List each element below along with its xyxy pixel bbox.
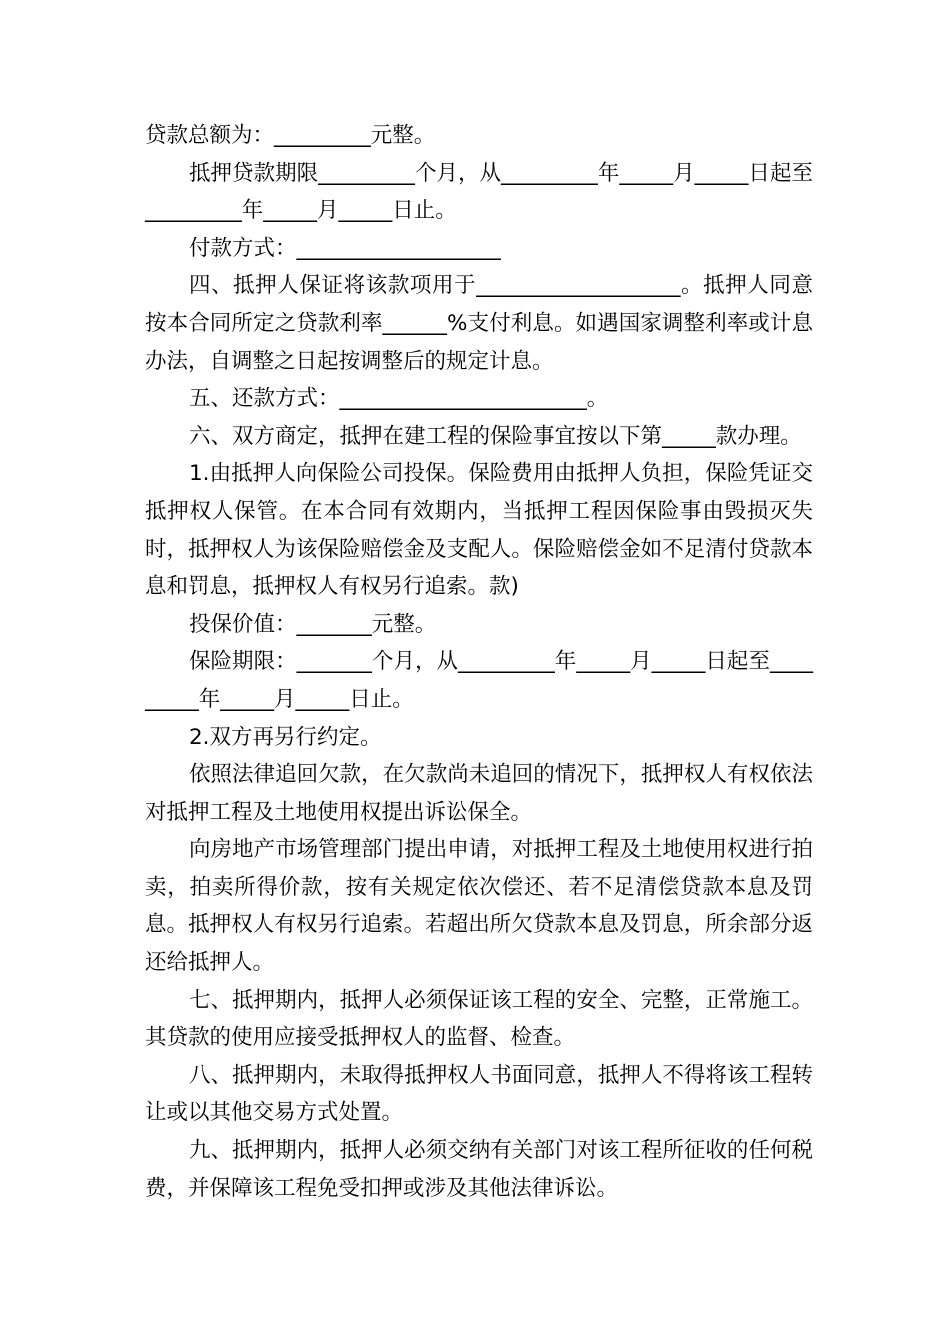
paragraph-loan-term: 抵押贷款期限_________个月，从_________年_____月_____日起至_________年_____月_____日止。 (145, 160, 813, 224)
paragraph-clause-7: 七、抵押期内，抵押人必须保证该工程的安全、完整，正常施工。其贷款的使用应接受抵押权人的监督、检查。 (145, 987, 813, 1051)
paragraph-payment-method: 付款方式：___________________ (189, 235, 501, 261)
paragraph-clause-6-item-1: 1.由抵押人向保险公司投保。保险费用由抵押人负担，保险凭证交抵押权人保管。在本合同有效期内，当抵押工程因保险事由毁损灭失时，抵押权人为该保险赔偿金及支配人。保险赔偿金如不足清付贷款本息和罚息，抵押权人有权另行追索。款) (145, 461, 813, 600)
paragraph-auction: 向房地产市场管理部门提出申请，对抵押工程及土地使用权进行拍卖，拍卖所得价款，按有关规定依次偿还、若不足清偿贷款本息及罚息。抵押权人有权另行追索。若超出所欠贷款本息及罚息，所余部分返还给抵押人。 (145, 837, 813, 976)
paragraph-insured-value: 投保价值：_______元整。 (189, 611, 437, 637)
paragraph-clause-8: 八、抵押期内，未取得抵押权人书面同意，抵押人不得将该工程转让或以其他交易方式处置。 (145, 1062, 813, 1126)
paragraph-legal-recovery: 依照法律追回欠款，在欠款尚未追回的情况下，抵押权人有权依法对抵押工程及土地使用权提出诉讼保全。 (145, 762, 813, 825)
paragraph-insurance-period: 保险期限：_______个月，从_________年_____月_____日起至_________年_____月_____日止。 (145, 649, 813, 712)
paragraph-loan-total: 贷款总额为：_________元整。 (145, 123, 436, 148)
paragraph-clause-5: 五、还款方式：_______________________。 (189, 386, 609, 412)
paragraph-clause-9: 九、抵押期内，抵押人必须交纳有关部门对该工程所征收的任何税费，并保障该工程免受扣押或涉及其他法律诉讼。 (145, 1138, 813, 1201)
paragraph-clause-6: 六、双方商定，抵押在建工程的保险事宜按以下第_____款办理。 (189, 423, 802, 449)
paragraph-clause-6-item-2: 2.双方再另行约定。 (189, 724, 382, 750)
contract-body (145, 117, 813, 1207)
paragraph-clause-4: 四、抵押人保证将该款项用于___________________。抵押人同意按本合同所定之贷款利率______%支付利息。如遇国家调整利率或计息办法，自调整之日起按调整后的规定计息。 (145, 273, 813, 374)
